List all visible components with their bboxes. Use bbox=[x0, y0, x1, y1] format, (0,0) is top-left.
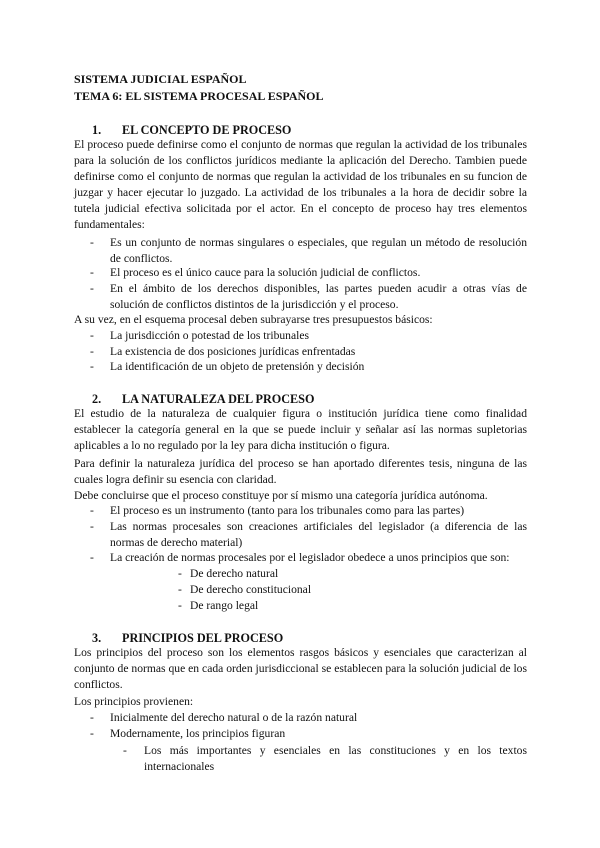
bullet-dash: - bbox=[123, 744, 127, 757]
list-item-text: La identificación de un objeto de pretensión y decisión bbox=[110, 360, 365, 373]
section-heading-text: EL CONCEPTO DE PROCESO bbox=[122, 123, 292, 137]
list-item-text: Inicialmente del derecho natural o de la razón natural bbox=[110, 711, 358, 724]
section-number: 3. bbox=[92, 631, 102, 645]
bullet-dash: - bbox=[90, 236, 94, 249]
paragraph: El proceso puede definirse como el conjunto de normas que regulan la actividad de los tribunales para la solución de los conflictos jurídicos mediante la aplicación del Derecho. Tambien puede definirse como el conjunto de normas que regulan la actividad de los tribunales en su funcion de juzgar y hacer ejecutar lo juzgado. La actividad de los tribunales a la hora de decidir sobre la tutela judicial efectiva solicitada por el actor. En el concepto de proceso hay tres elementos fundamentales: bbox=[74, 138, 527, 231]
paragraph: A su vez, en el esquema procesal deben subrayarse tres presupuestos básicos: bbox=[74, 313, 433, 326]
list-item-text: De derecho constitucional bbox=[190, 583, 312, 596]
bullet-dash: - bbox=[90, 266, 94, 279]
list-item-text: Las normas procesales son creaciones artificiales del legislador (a diferencia de las normas de derecho material) bbox=[110, 520, 527, 549]
section-heading-2 bbox=[74, 391, 314, 407]
bullet-dash: - bbox=[90, 345, 94, 358]
paragraph: Los principios provienen: bbox=[74, 695, 194, 708]
section-heading-text: PRINCIPIOS DEL PROCESO bbox=[122, 631, 284, 645]
list-item-text: De derecho natural bbox=[190, 567, 279, 580]
bullet-dash: - bbox=[90, 504, 94, 517]
bullet-dash: - bbox=[90, 282, 94, 295]
list-item-text: Los más importantes y esenciales en las constituciones y en los textos internacionales bbox=[144, 744, 527, 773]
bullet-dash: - bbox=[90, 329, 94, 342]
list-item-text: El proceso es un instrumento (tanto para los tribunales como para las partes) bbox=[110, 504, 465, 517]
bullet-dash: - bbox=[90, 711, 94, 724]
list-item-text: La jurisdicción o potestad de los tribunales bbox=[110, 329, 309, 342]
paragraph: Debe concluirse que el proceso constituye por sí mismo una categoría jurídica autónoma. bbox=[74, 489, 488, 502]
section-heading-3 bbox=[74, 630, 283, 646]
section-heading-1 bbox=[74, 122, 291, 138]
list-item-text: Es un conjunto de normas singulares o especiales, que regulan un método de resolución de conflictos. bbox=[110, 236, 527, 265]
list-item-text: La existencia de dos posiciones jurídicas enfrentadas bbox=[110, 345, 356, 358]
bullet-dash: - bbox=[178, 583, 182, 596]
section-heading-text: LA NATURALEZA DEL PROCESO bbox=[122, 392, 315, 406]
bullet-dash: - bbox=[90, 727, 94, 740]
document-title: SISTEMA JUDICIAL ESPAÑOL bbox=[74, 72, 247, 86]
bullet-dash: - bbox=[90, 360, 94, 373]
bullet-dash: - bbox=[178, 567, 182, 580]
bullet-dash: - bbox=[90, 520, 94, 533]
paragraph: Para definir la naturaleza jurídica del proceso se han aportado diferentes tesis, ninguna de las cuales logra definir su esencia con claridad. bbox=[74, 457, 527, 486]
bullet-dash: - bbox=[178, 599, 182, 612]
paragraph: Los principios del proceso son los elementos rasgos básicos y esenciales que caracterizan al conjunto de normas que en cada orden jurisdiccional se establecen para la solución judicial de los conflictos. bbox=[74, 646, 527, 691]
list-item-text: El proceso es el único cauce para la solución judicial de conflictos. bbox=[110, 266, 421, 279]
list-item-text: De rango legal bbox=[190, 599, 259, 612]
list-item-text: Modernamente, los principios figuran bbox=[110, 727, 286, 740]
list-item-text: La creación de normas procesales por el legislador obedece a unos principios que son: bbox=[110, 551, 510, 564]
topic-title: TEMA 6: EL SISTEMA PROCESAL ESPAÑOL bbox=[74, 89, 324, 103]
section-number: 1. bbox=[92, 123, 102, 137]
paragraph: El estudio de la naturaleza de cualquier figura o institución jurídica tiene como finalidad establecer la categoría general en la que se puede incluir y señalar así las normas supletorias aplicables a lo no regulado por la ley para dicha institución o figura. bbox=[74, 407, 527, 452]
bullet-dash: - bbox=[90, 551, 94, 564]
list-item-text: En el ámbito de los derechos disponibles, las partes pueden acudir a otras vías de solución de conflictos distintos de la jurisdicción y el proceso. bbox=[110, 282, 527, 311]
section-number: 2. bbox=[92, 392, 102, 406]
